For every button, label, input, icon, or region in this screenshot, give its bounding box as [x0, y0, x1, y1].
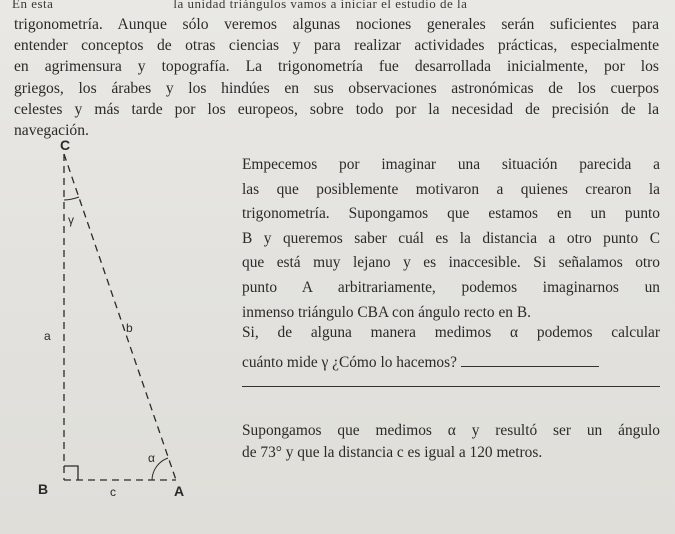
question-line-1: Si, de alguna manera medimos α podemos calcular [242, 324, 660, 341]
situation-line: trigonometría. Supongamos que estamos en un punto [242, 205, 660, 223]
answer-blank-1[interactable] [461, 365, 599, 367]
question-line-2: cuánto mide γ ¿Cómo lo hacemos? [242, 354, 457, 371]
gamma-arc [64, 197, 79, 200]
intro-line: trigonometría. Aunque sólo veremos algunas nociones generales serán suficientes para [14, 16, 659, 33]
situation-line: las que posiblemente motivaron a quienes crearon la [242, 180, 660, 198]
situation-line: inmenso triángulo CBA con ángulo recto en B. [242, 303, 531, 321]
side-b-label: b [126, 321, 133, 335]
vertex-a-label: A [174, 483, 185, 499]
situation-line: B y queremos saber cuál es la distancia a otro punto C [242, 229, 660, 247]
intro-line: celestes y más tarde por los europeos, sobre todo por la necesidad de precisión de la [14, 100, 659, 118]
vertex-b-label: B [38, 481, 49, 497]
answer-blank-2[interactable] [242, 386, 660, 387]
suppose-line: de 73° y que la distancia c es igual a 120 metros. [242, 444, 543, 461]
side-c-label: c [110, 485, 116, 499]
side-b-line [64, 154, 176, 480]
suppose-line: Supongamos que medimos α y resultó ser un ángulo [242, 422, 660, 439]
question-line-2-wrap [242, 348, 660, 378]
right-angle-marker [64, 466, 78, 480]
angle-alpha-label: α [148, 451, 155, 465]
header-fragment-left: En esta [12, 0, 54, 11]
vertex-c-label: C [60, 140, 71, 153]
situation-line: que está muy lejano y es inaccesible. Si señalamos otro [242, 254, 660, 272]
intro-line: entender conceptos de otras ciencias y para realizar actividades prácticas, especialmente [14, 37, 659, 55]
intro-paragraph [14, 14, 659, 141]
situation-paragraph [242, 153, 660, 325]
side-a-label: a [44, 329, 51, 343]
header-fragment-right: la unidad triángulos vamos a iniciar el estudio de la [173, 0, 468, 11]
intro-line: griegos, los árabes y los hindúes en sus observaciones astronómicas de los cuerpos [14, 79, 659, 97]
intro-line: navegación. [14, 122, 89, 140]
situation-line: Empecemos por imaginar una situación parecida a [242, 156, 660, 173]
suppose-paragraph [242, 420, 660, 464]
right-triangle-figure [30, 140, 200, 500]
situation-line: punto A arbitrariamente, podemos imaginarnos un [242, 278, 660, 296]
cut-off-header-line [12, 0, 672, 12]
angle-gamma-label: γ [68, 213, 74, 227]
intro-line: en agrimensura y topografía. La trigonometría fue desarrollada inicialmente, por los [14, 58, 659, 76]
question-block [242, 318, 660, 378]
